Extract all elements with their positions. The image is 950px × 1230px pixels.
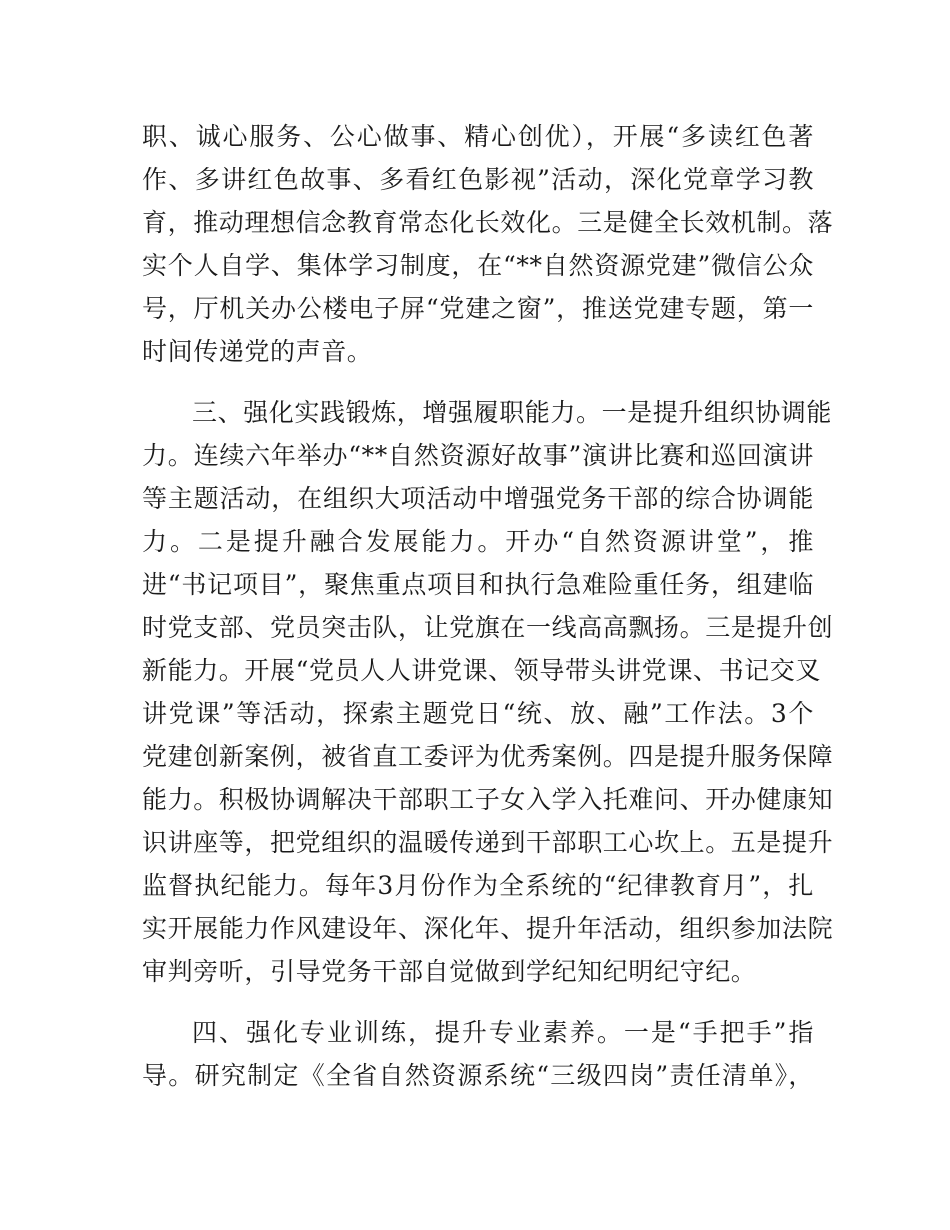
paragraph-2 (142, 391, 834, 993)
paragraph-1 (142, 115, 834, 373)
text-line: 时党支部、党员突击队，让党旗在一线高高飘扬。三是提升创 (142, 613, 834, 642)
text-line: 作、多讲红色故事、多看红色影视”活动，深化党章学习教 (142, 165, 814, 194)
text-line: 职、诚心服务、公心做事、精心创优），开展“多读红色著 (142, 122, 814, 151)
text-line: 监督执纪能力。每年3月份作为全系统的“纪律教育月”，扎 (142, 871, 814, 900)
document-body (142, 115, 834, 1115)
text-line: 进“书记项目”，聚焦重点项目和执行急难险重任务，组建临 (142, 570, 814, 599)
text-line: 四、强化专业训练，提升专业素养。一是“手把手”指 (192, 1018, 814, 1047)
text-line: 党建创新案例，被省直工委评为优秀案例。四是提升服务保障 (142, 742, 834, 771)
text-line: 导。研究制定《全省自然资源系统“三级四岗”责任清单》， (142, 1061, 814, 1090)
text-line: 新能力。开展“党员人人讲党课、领导带头讲党课、书记交叉 (142, 656, 821, 685)
text-line: 号，厅机关办公楼电子屏“党建之窗”，推送党建专题，第一 (142, 294, 814, 323)
text-line: 审判旁听，引导党务干部自觉做到学纪知纪明纪守纪。 (142, 957, 757, 986)
text-line: 讲党课”等活动，探索主题党日“统、放、融”工作法。3个 (142, 699, 814, 728)
text-line: 实个人自学、集体学习制度，在“**自然资源党建”微信公众 (142, 251, 814, 280)
paragraph-3 (142, 1011, 814, 1097)
text-line: 识讲座等，把党组织的温暖传递到干部职工心坎上。五是提升 (142, 828, 834, 857)
text-line: 时间传递党的声音。 (142, 337, 373, 366)
text-line: 实开展能力作风建设年、深化年、提升年活动，组织参加法院 (142, 914, 834, 943)
text-line: 力。二是提升融合发展能力。开办“自然资源讲堂”，推 (142, 527, 814, 556)
text-line: 力。连续六年举办“**自然资源好故事”演讲比赛和巡回演讲 (142, 441, 814, 470)
text-line: 三、强化实践锻炼，增强履职能力。一是提升组织协调能 (192, 398, 833, 427)
text-line: 等主题活动，在组织大项活动中增强党务干部的综合协调能 (142, 484, 814, 513)
text-line: 能力。积极协调解决干部职工子女入学入托难问、开办健康知 (142, 785, 834, 814)
text-line: 育，推动理想信念教育常态化长效化。三是健全长效机制。落 (142, 208, 834, 237)
